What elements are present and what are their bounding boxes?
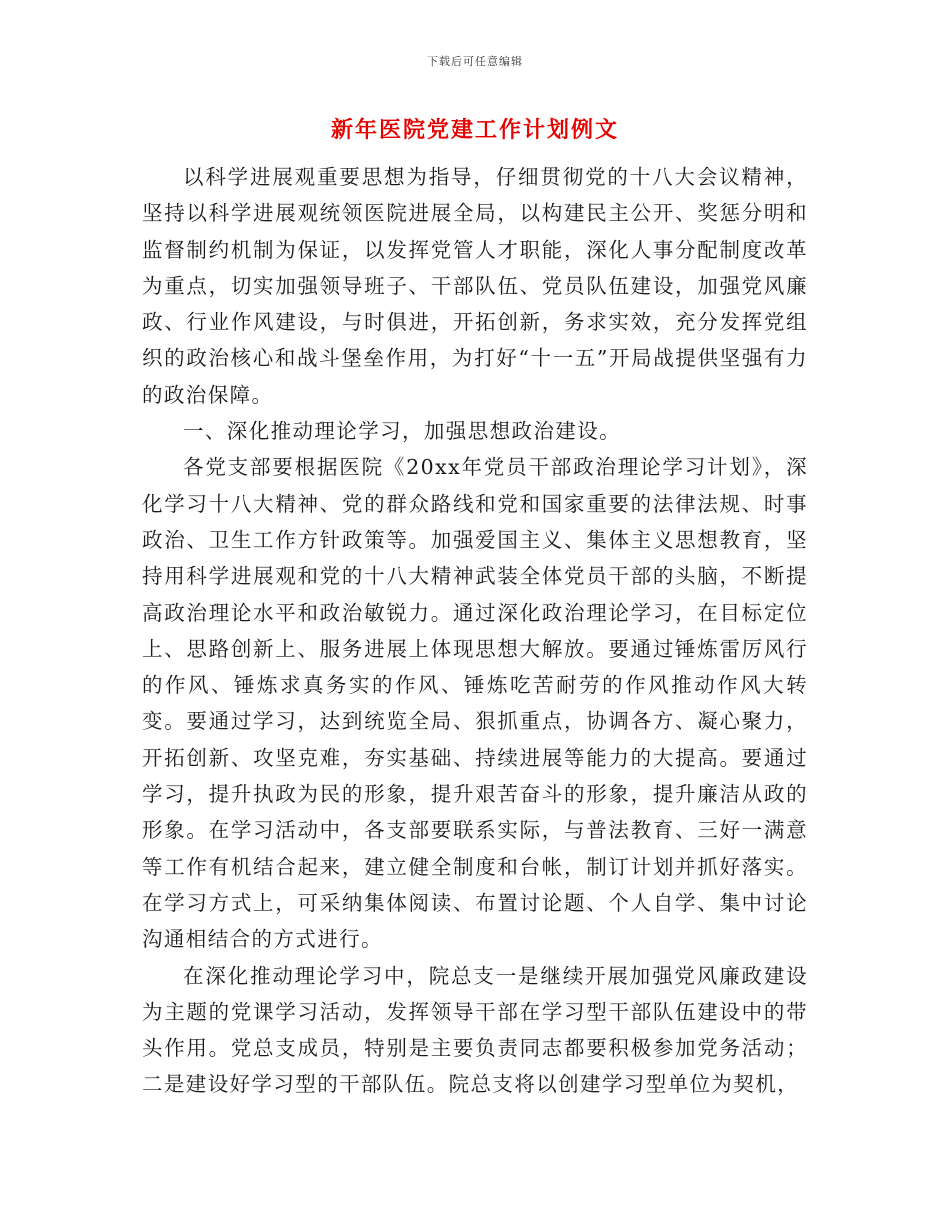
paragraph-study-plan: 各党支部要根据医院《20xx年党员干部政治理论学习计划》，深化学习十八大精神、党的群众路线和党和国家重要的法律法规、时事政治、卫生工作方针政策等。加强爱国主义、集体主义思想教育，坚持用科学进展观和党的十八大精神武装全体党员干部的头脑，不断提高政治理论水平和政治敏锐力。通过深化政治理论学习，在目标定位上、思路创新上、服务进展上体现思想大解放。要通过锤炼雷厉风行的作风、锤炼求真务实的作风、锤炼吃苦耐劳的作风推动作风大转变。要通过学习，达到统览全局、狠抓重点，协调各方、凝心聚力，开拓创新、攻坚克难，夯实基础、持续进展等能力的大提高。要通过学习，提升执政为民的形象，提升艰苦奋斗的形象，提升廉洁从政的形象。在学习活动中，各支部要联系实际，与普法教育、三好一满意等工作有机结合起来，建立健全制度和台帐，制订计划并抓好落实。在学习方式上，可采纳集体阅读、布置讨论题、个人自学、集中讨论沟通相结合的方式进行。	[142, 455, 808, 952]
section-heading-1: 一、深化推动理论学习，加强思想政治建设。	[183, 419, 621, 444]
document-body	[142, 159, 808, 1103]
paragraph-theory-study: 在深化推动理论学习中，院总支一是继续开展加强党风廉政建设为主题的党课学习活动，发挥领导干部在学习型干部队伍建设中的带头作用。党总支成员，特别是主要负责同志都要积极参加党务活动；二是建设好学习型的干部队伍。院总支将以创建学习型单位为契机，	[142, 963, 808, 1097]
paragraph-intro: 以科学进展观重要思想为指导，仔细贯彻党的十八大会议精神，坚持以科学进展观统领医院进展全局，以构建民主公开、奖惩分明和监督制约机制为保证，以发挥党管人才职能，深化人事分配制度改革为重点，切实加强领导班子、干部队伍、党员队伍建设，加强党风廉政、行业作风建设，与时俱进，开拓创新，务求实效，充分发挥党组织的政治核心和战斗堡垒作用，为打好“十一五”开局战提供坚强有力的政治保障。	[142, 165, 808, 407]
document-title: 新年医院党建工作计划例文	[330, 117, 619, 143]
header-note: 下载后可任意编辑	[427, 55, 523, 68]
